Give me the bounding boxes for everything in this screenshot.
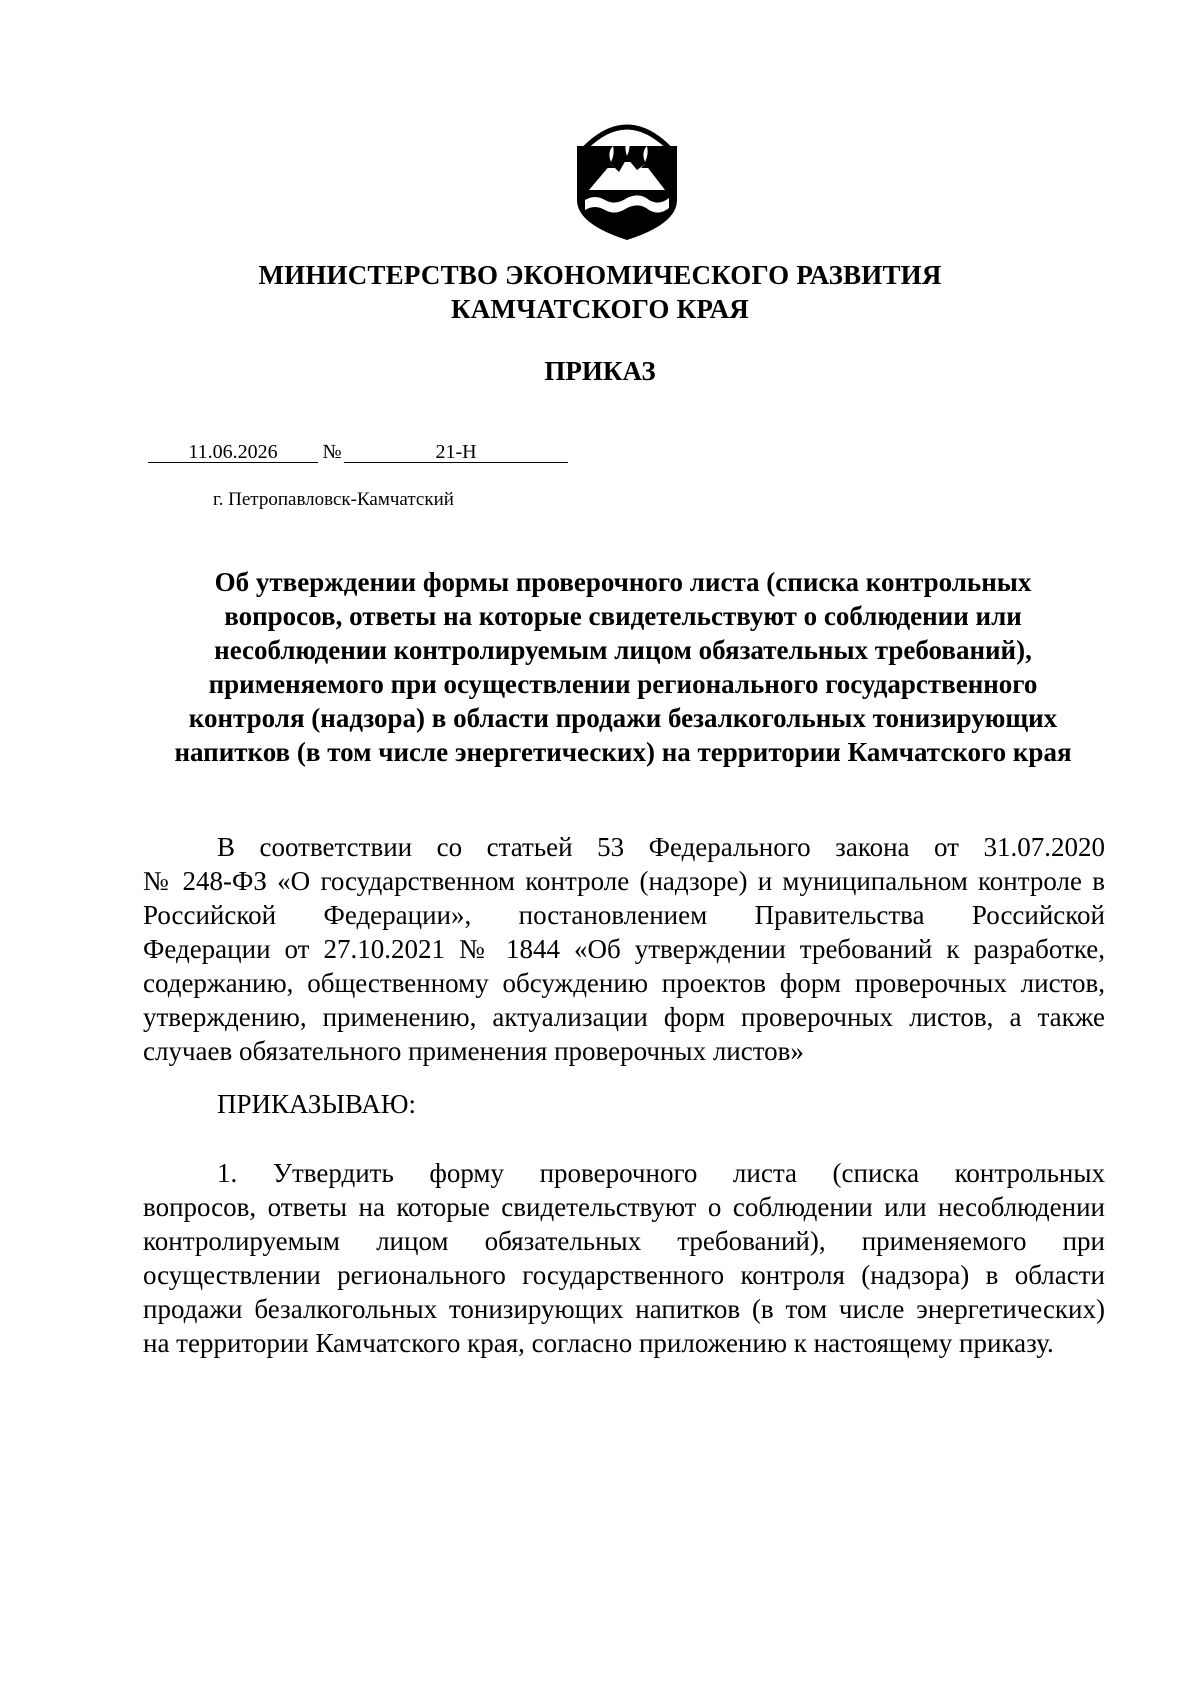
subject-line: вопросов, ответы на которые свидетельствуют о соблюдении или (224, 601, 1022, 631)
subject-line: контроля (надзора) в области продажи безалкогольных тонизирующих (188, 703, 1058, 733)
paragraph-line: Федерации от 27.10.2021 № 1844 «Об утверждении требований к разработке, (143, 934, 1105, 964)
paragraph-line: осуществлении регионального государственного контроля (надзора) в области (143, 1260, 1105, 1290)
subject-line: несоблюдении контролируемым лицом обязательных требований), (214, 635, 1032, 665)
kamchatka-coat-of-arms-icon (571, 112, 683, 242)
paragraph-line: содержанию, общественному обсуждению проектов форм проверочных листов, (143, 968, 1105, 998)
paragraph-line: продажи безалкогольных тонизирующих напитков (в том числе энергетических) (143, 1294, 1105, 1324)
subject-line: Об утверждении формы проверочного листа (списка контрольных (214, 567, 1032, 597)
paragraph-line: случаев обязательного применения проверочных листов» (143, 1036, 804, 1066)
paragraph-line: контролируемым лицом обязательных требований), применяемого при (143, 1226, 1105, 1256)
decree-word: ПРИКАЗЫВАЮ: (217, 1089, 416, 1119)
paragraph-line: Российской Федерации», постановлением Правительства Российской (143, 900, 1105, 930)
paragraph-line: вопросов, ответы на которые свидетельствуют о соблюдении или несоблюдении (143, 1192, 1105, 1222)
order-number: 21-Н (344, 440, 568, 463)
paragraph-line: утверждению, применению, актуализации форм проверочных листов, а также (143, 1002, 1105, 1032)
city-name: г. Петропавловск-Камчатский (213, 489, 454, 510)
subject-line: напитков (в том числе энергетических) на территории Камчатского края (174, 737, 1072, 767)
paragraph-line: № 248-ФЗ «О государственном контроле (надзоре) и муниципальном контроле в (143, 866, 1105, 896)
ministry-line-2: КАМЧАТСКОГО КРАЯ (451, 294, 749, 324)
ministry-line-1: МИНИСТЕРСТВО ЭКОНОМИЧЕСКОГО РАЗВИТИЯ (258, 260, 942, 290)
order-date: 11.06.2026 (148, 440, 318, 463)
paragraph-line: В соответствии со статьей 53 Федерального закона от 31.07.2020 (217, 832, 1105, 862)
paragraph-line: 1. Утвердить форму проверочного листа (списка контрольных (217, 1158, 1105, 1188)
document-type: ПРИКАЗ (544, 356, 656, 386)
ministry-name (0, 258, 1200, 326)
item-1-paragraph (143, 1156, 1105, 1360)
number-sign: № (322, 441, 342, 463)
order-subject (140, 565, 1106, 769)
paragraph-line: на территории Камчатского края, согласно приложению к настоящему приказу. (143, 1328, 1054, 1358)
preamble-paragraph (143, 830, 1105, 1068)
subject-line: применяемого при осуществлении регионального государственного (208, 669, 1038, 699)
